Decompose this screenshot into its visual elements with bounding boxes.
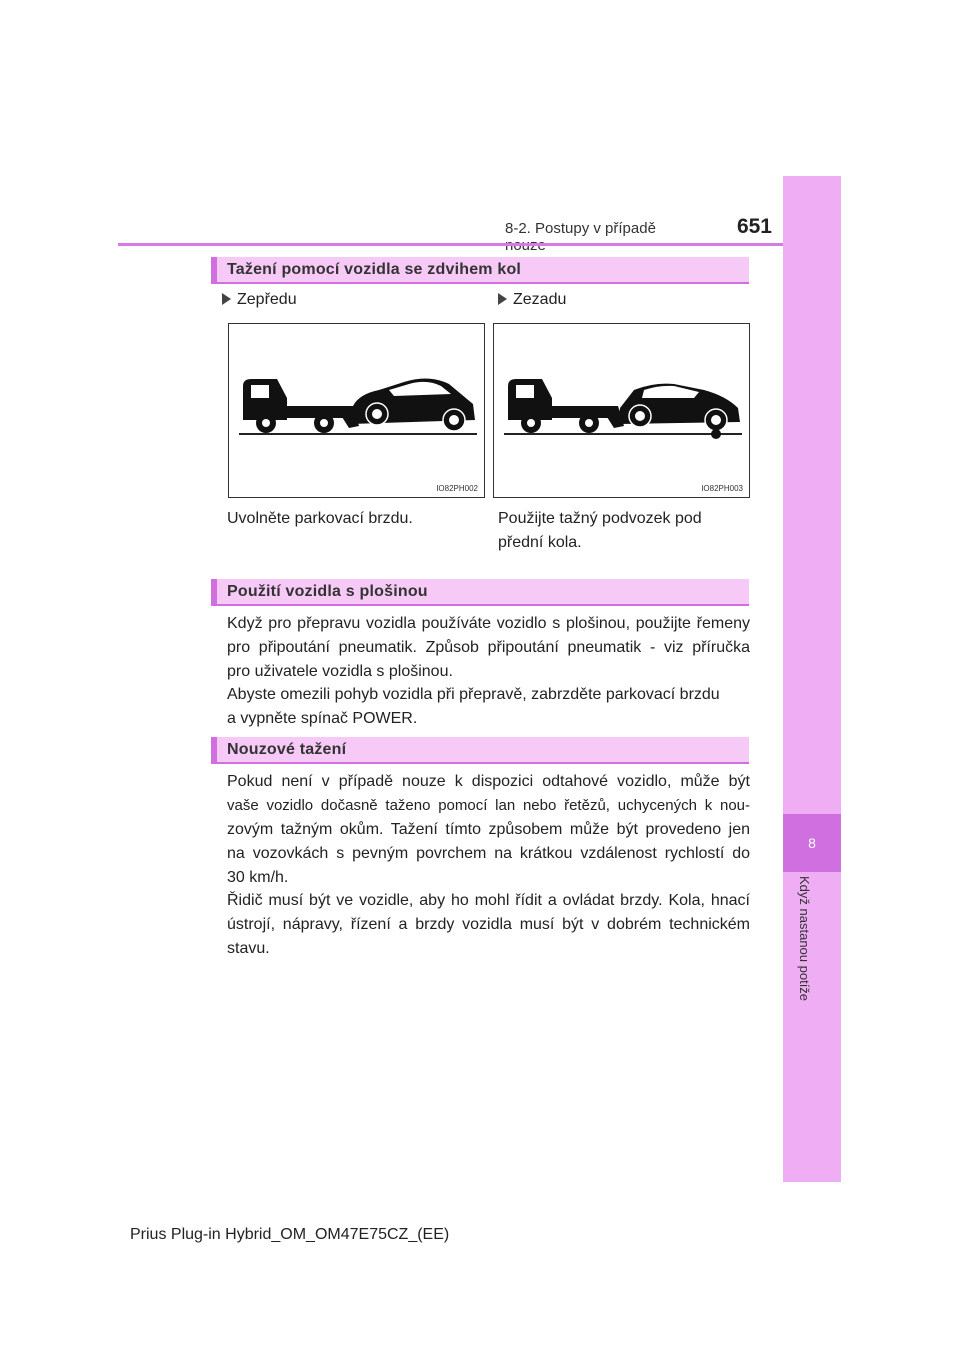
section-heading-flatbed [211, 579, 749, 606]
flatbed-paragraph-2 [227, 683, 750, 731]
caption-front: Uvolněte parkovací brzdu. [227, 510, 413, 527]
tow-truck-front-illustration [229, 324, 484, 497]
text-line: 30 km/h. [227, 869, 289, 886]
triangle-bullet-icon [498, 293, 507, 305]
section-heading-emergency-towing [211, 737, 749, 764]
section-heading-wheel-lift [211, 257, 749, 284]
flatbed-paragraph-1 [227, 612, 750, 684]
text-line: pro uživatele vozidla s plošinou. [227, 663, 453, 680]
emergency-paragraph-2 [227, 889, 750, 961]
caption-rear-line2: přední kola. [498, 534, 582, 551]
tow-truck-rear-illustration [494, 324, 749, 497]
image-code: IO82PH003 [701, 484, 743, 493]
text-line: zovým tažným okům. Tažení tímto způsobem může být provedeno jen [227, 821, 750, 838]
text-line: vaše vozidlo dočasně taženo pomocí lan nebo řetězů, uchycených k nou- [227, 797, 750, 814]
subhead-front [222, 291, 297, 309]
section-heading-text: Použití vozidla s plošinou [227, 583, 428, 600]
image-code: IO82PH002 [436, 484, 478, 493]
text-line: Pokud není v případě nouze k dispozici odtahové vozidlo, může být [227, 773, 750, 790]
chapter-side-tab [783, 176, 841, 1182]
footer-document-id: Prius Plug-in Hybrid_OM_OM47E75CZ_(EE) [130, 1226, 450, 1243]
illustration-front-tow [228, 323, 485, 498]
chapter-number: 8 [808, 835, 816, 851]
emergency-paragraph-1 [227, 770, 750, 890]
header-section-title: 8-2. Postupy v případě [505, 220, 656, 237]
text-line: stavu. [227, 940, 270, 957]
text-line: a vypněte spínač POWER. [227, 710, 418, 727]
chapter-title: Když nastanou potíže [797, 876, 812, 1002]
subhead-rear-label: Zezadu [513, 291, 567, 308]
caption-rear-line1: Použijte tažný podvozek pod [498, 510, 702, 527]
text-line: na vozovkách s pevným povrchem na krátkou vzdálenost rychlostí do [227, 845, 750, 862]
text-line: Když pro přepravu vozidla používáte vozidlo s plošinou, použijte řemeny [227, 615, 750, 632]
header-rule [118, 243, 783, 246]
subhead-rear [498, 291, 566, 309]
subhead-front-label: Zepředu [237, 291, 297, 308]
page-number: 651 [736, 215, 772, 238]
section-heading-text: Tažení pomocí vozidla se zdvihem kol [227, 261, 522, 278]
text-line: Abyste omezili pohyb vozidla při přepravě, zabrzděte parkovací brzdu [227, 686, 720, 703]
text-line: pro připoutání pneumatik. Způsob připoutání pneumatik - viz příručka [227, 639, 750, 656]
triangle-bullet-icon [222, 293, 231, 305]
illustration-rear-tow [493, 323, 750, 498]
text-line: ústrojí, nápravy, řízení a brzdy vozidla musí být v dobrém technickém [227, 916, 750, 933]
section-heading-text: Nouzové tažení [227, 741, 347, 758]
chapter-number-box [783, 814, 841, 872]
text-line: Řidič musí být ve vozidle, aby ho mohl řídit a ovládat brzdy. Kola, hnací [227, 892, 750, 909]
